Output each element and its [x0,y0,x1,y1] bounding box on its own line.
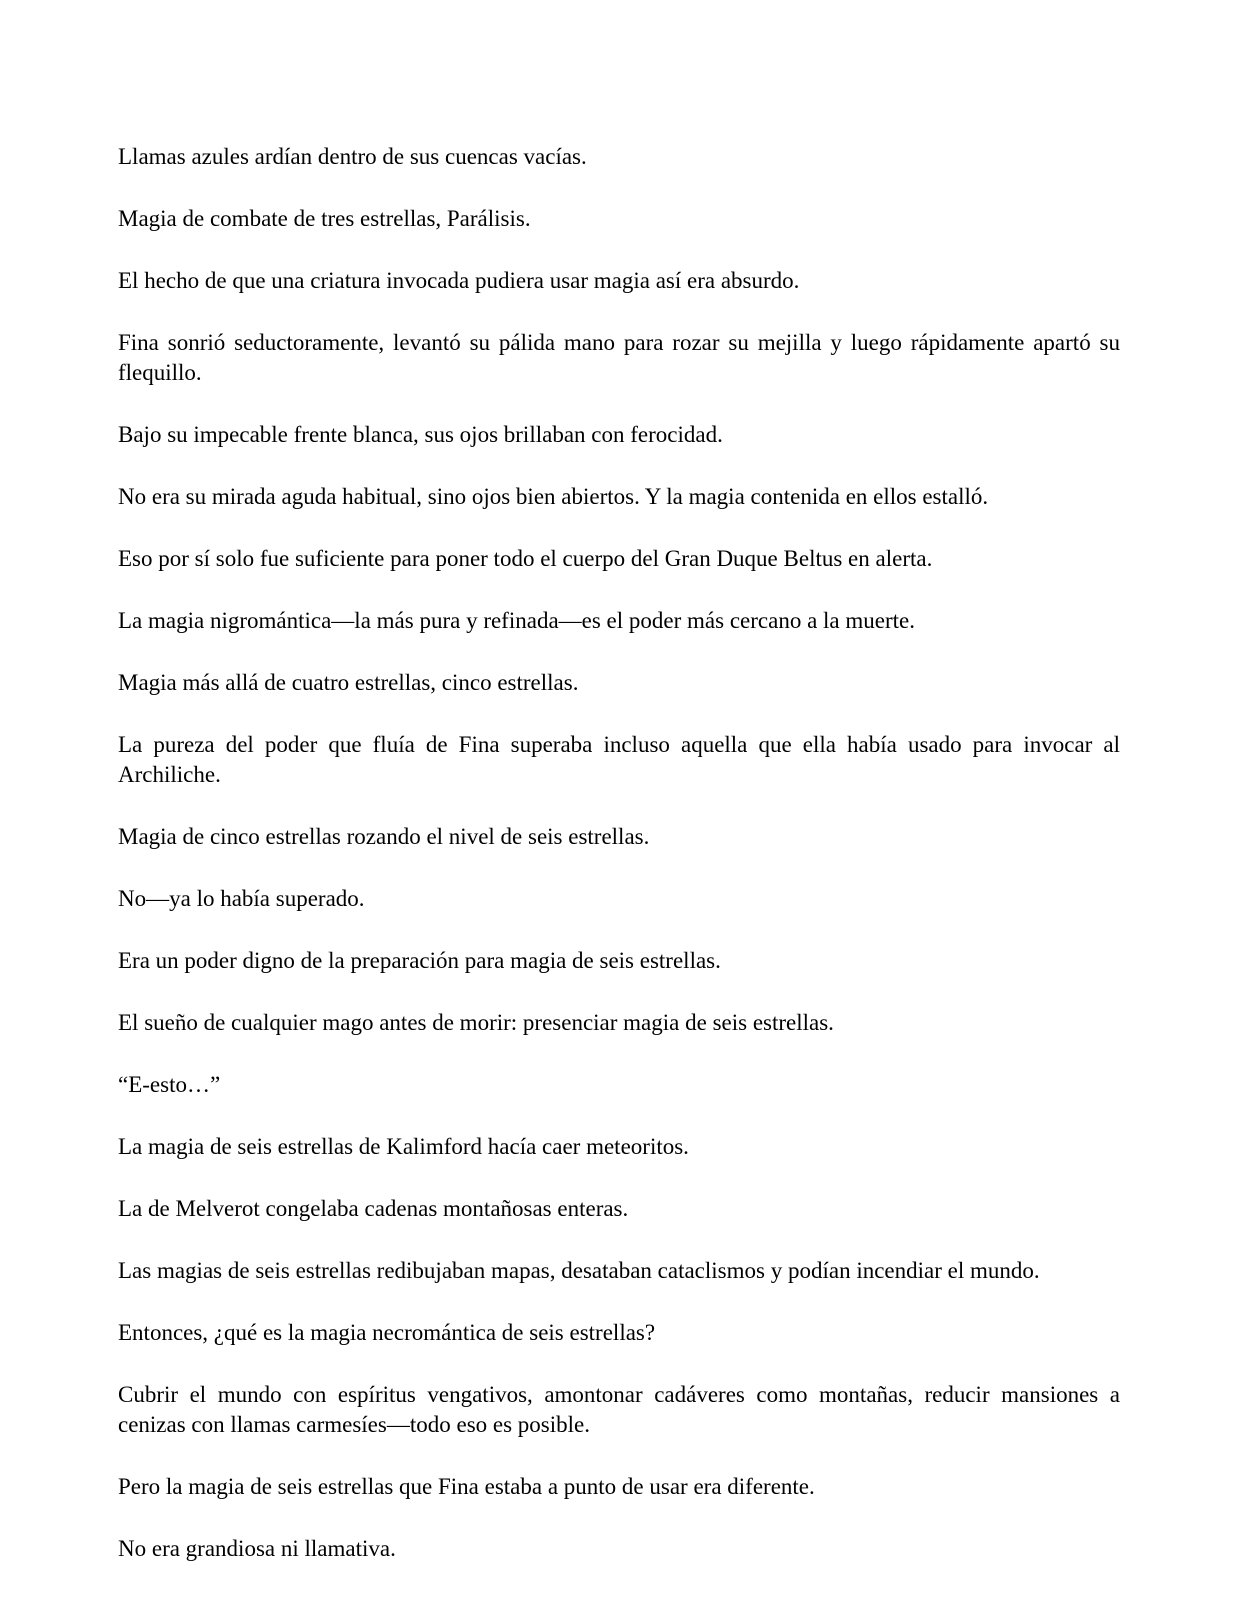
paragraph: Cubrir el mundo con espíritus vengativos, amontonar cadáveres como montañas, reducir mansiones a cenizas con llamas carmesíes—todo eso es posible. [118,1382,1120,1437]
paragraph: Magia más allá de cuatro estrellas, cinco estrellas. [118,670,579,695]
paragraph: Eso por sí solo fue suficiente para poner todo el cuerpo del Gran Duque Beltus en alerta. [118,546,933,571]
paragraph: El hecho de que una criatura invocada pudiera usar magia así era absurdo. [118,268,800,293]
paragraph: Magia de combate de tres estrellas, Parálisis. [118,206,531,231]
paragraph: No—ya lo había superado. [118,886,365,911]
paragraph: Magia de cinco estrellas rozando el nivel de seis estrellas. [118,824,650,849]
paragraph: Llamas azules ardían dentro de sus cuencas vacías. [118,144,587,169]
paragraph: Fina sonrió seductoramente, levantó su pálida mano para rozar su mejilla y luego rápidamente apartó su flequillo. [118,330,1120,385]
paragraph: El sueño de cualquier mago antes de morir: presenciar magia de seis estrellas. [118,1010,834,1035]
paragraph: Bajo su impecable frente blanca, sus ojos brillaban con ferocidad. [118,422,723,447]
paragraph: Las magias de seis estrellas redibujaban mapas, desataban cataclismos y podían incendiar el mundo. [118,1258,1040,1283]
paragraph: Era un poder digno de la preparación para magia de seis estrellas. [118,948,721,973]
body-text [118,142,1120,1596]
paragraph: La de Melverot congelaba cadenas montañosas enteras. [118,1196,629,1221]
paragraph: La magia de seis estrellas de Kalimford hacía caer meteoritos. [118,1134,689,1159]
paragraph: La magia nigromántica—la más pura y refinada—es el poder más cercano a la muerte. [118,608,915,633]
paragraph: “E-esto…” [118,1072,221,1097]
paragraph: No era grandiosa ni llamativa. [118,1536,396,1561]
paragraph: No era su mirada aguda habitual, sino ojos bien abiertos. Y la magia contenida en ellos estalló. [118,484,989,509]
paragraph: Pero la magia de seis estrellas que Fina estaba a punto de usar era diferente. [118,1474,815,1499]
paragraph: La pureza del poder que fluía de Fina superaba incluso aquella que ella había usado para invocar al Archiliche. [118,732,1120,787]
paragraph: Entonces, ¿qué es la magia necromántica de seis estrellas? [118,1320,656,1345]
